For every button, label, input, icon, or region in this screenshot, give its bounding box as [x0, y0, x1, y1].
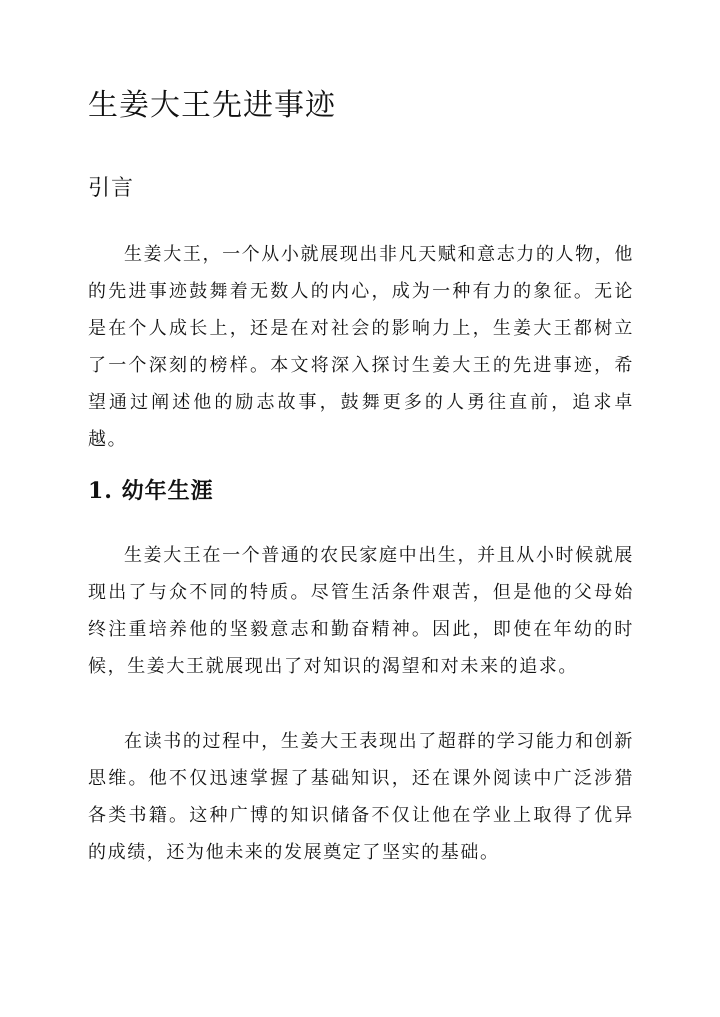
- intro-paragraph: 生姜大王，一个从小就展现出非凡天赋和意志力的人物，他的先进事迹鼓舞着无数人的内心，成为一种有力的象征。无论是在个人成长上，还是在对社会的影响力上，生姜大王都树立了一个深刻的榜样。本文将深入探讨生姜大王的先进事迹，希望通过阐述他的励志故事，鼓舞更多的人勇往直前，追求卓越。: [88, 244, 634, 450]
- page-title: 生姜大王先进事迹: [88, 88, 336, 123]
- section-heading-intro: 引言: [88, 176, 135, 201]
- childhood-paragraph-1: 生姜大王在一个普通的农民家庭中出生，并且从小时候就展现出了与众不同的特质。尽管生活条件艰苦，但是他的父母始终注重培养他的坚毅意志和勤奋精神。因此，即使在年幼的时候，生姜大王就展现出了对知识的渴望和对未来的追求。: [88, 545, 634, 677]
- section-heading-childhood: 1. 幼年生涯: [88, 478, 214, 504]
- childhood-paragraph-2: 在读书的过程中，生姜大王表现出了超群的学习能力和创新思维。他不仅迅速掌握了基础知识，还在课外阅读中广泛涉猎各类书籍。这种广博的知识储备不仅让他在学业上取得了优异的成绩，还为他未来的发展奠定了坚实的基础。: [88, 731, 634, 863]
